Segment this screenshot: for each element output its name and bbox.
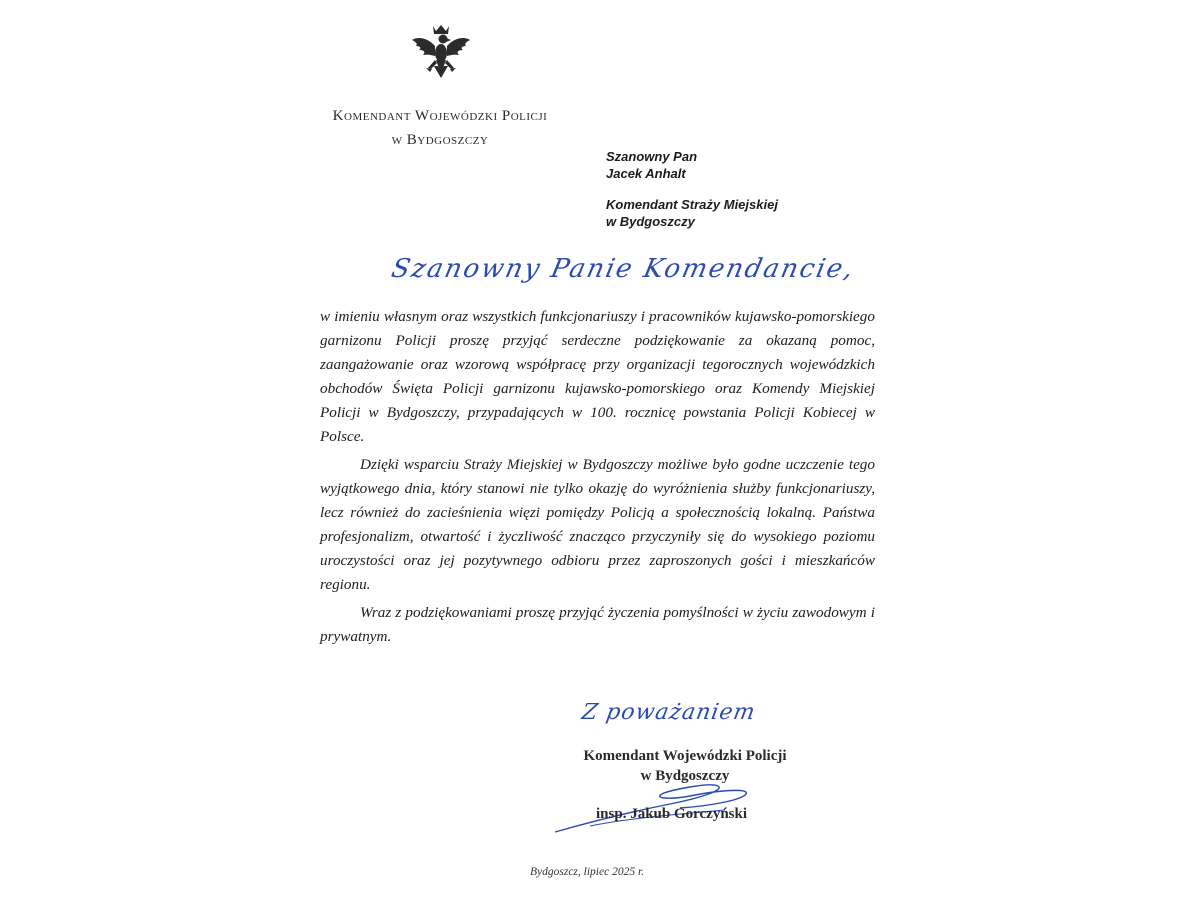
addressee-city: w Bydgoszczy bbox=[606, 214, 695, 229]
issuer-city: w Bydgoszczy bbox=[391, 132, 489, 148]
handwritten-salutation: Szanowny Panie Komendancie, bbox=[388, 254, 858, 284]
issuer-title: Komendant Wojewódzki Policji bbox=[332, 108, 548, 124]
letter-body bbox=[320, 305, 875, 653]
signature-title bbox=[560, 746, 810, 786]
issuer-header bbox=[300, 104, 580, 152]
handwritten-closing: Z poważaniem bbox=[579, 700, 758, 725]
signature-title-line1: Komendant Wojewódzki Policji bbox=[583, 748, 787, 764]
addressee-name: Jacek Anhalt bbox=[606, 166, 686, 181]
place-and-date: Bydgoszcz, lipiec 2025 r. bbox=[530, 866, 645, 878]
addressee-block bbox=[606, 148, 778, 230]
body-paragraph-1: w imieniu własnym oraz wszystkich funkcjonariuszy i pracowników kujawsko-pomorskiego garnizonu Policji proszę przyjąć serdeczne podziękowanie za okazaną pomoc, zaangażowanie oraz wzorową współpracę przy organizacji tegorocznych wojewódzkich obchodów Święta Policji garnizonu kujawsko-pomorskiego oraz Komendy Miejskiej Policji w Bydgoszczy, przypadających w 100. rocznicę powstania Policji Kobiecej w Polsce. bbox=[320, 308, 875, 445]
polish-eagle-icon bbox=[408, 22, 474, 88]
addressee-greeting: Szanowny Pan bbox=[606, 149, 698, 164]
body-paragraph-3: Wraz z podziękowaniami proszę przyjąć życzenia pomyślności w życiu zawodowym i prywatnym. bbox=[320, 604, 875, 645]
signature-title-line2: w Bydgoszczy bbox=[640, 768, 730, 784]
addressee-title: Komendant Straży Miejskiej bbox=[606, 197, 778, 212]
body-paragraph-2: Dzięki wsparciu Straży Miejskiej w Bydgoszczy możliwe było godne uczczenie tego wyjątkowego dnia, który stanowi nie tylko okazję do wyróżnienia służby funkcjonariuszy, lecz również do zacieśnienia więzi pomiędzy Policją a społecznością lokalną. Państwa profesjonalizm, otwartość i życzliwość znacząco przyczyniły się do wysokiego poziomu uroczystości oraz jej pozytywnego odbioru przez zaproszonych gości i mieszkańców regionu. bbox=[320, 456, 875, 593]
signatory-name: insp. Jakub Gorczyński bbox=[596, 806, 748, 822]
